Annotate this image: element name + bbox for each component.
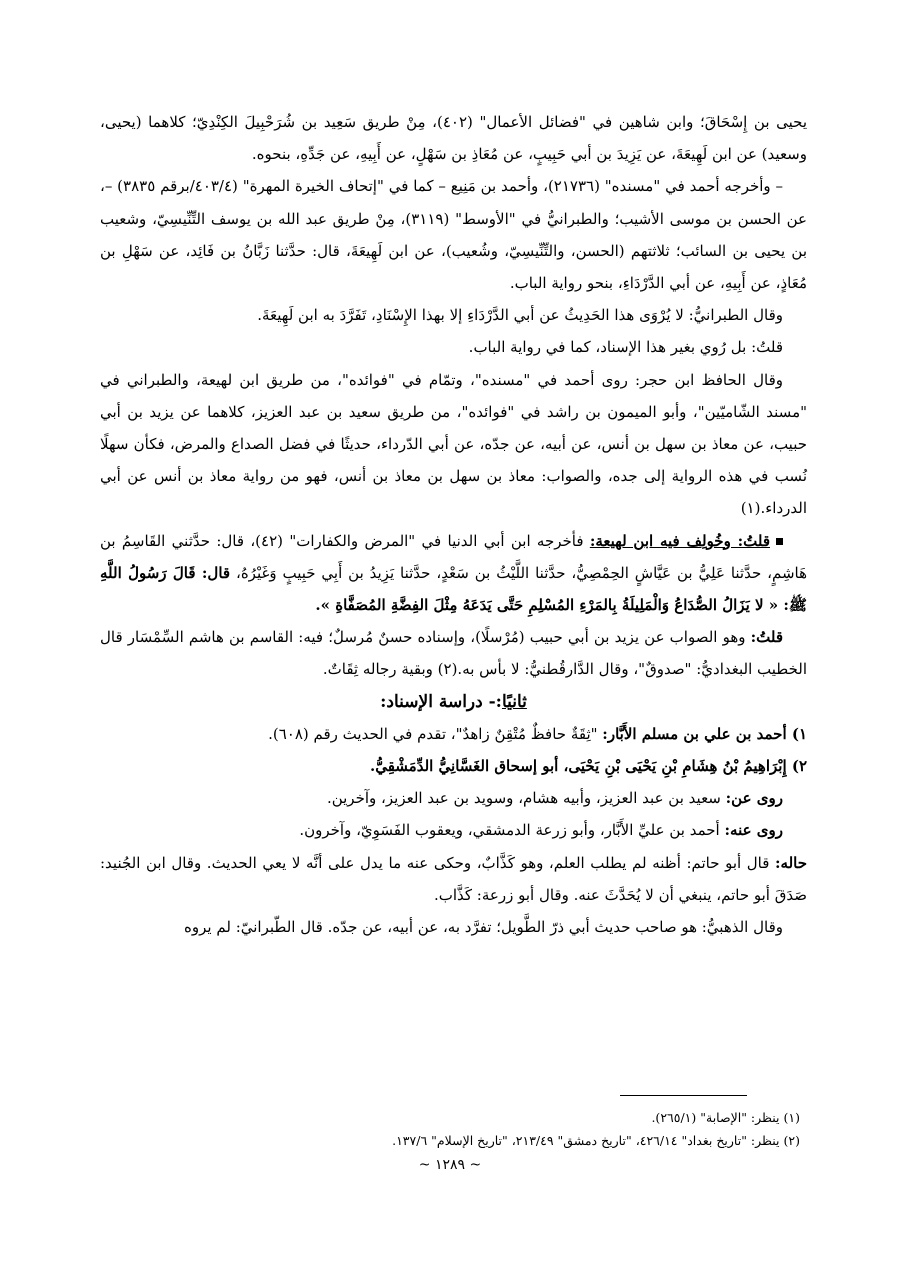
paragraph-tabarani: وقال الطبرانيُّ: لا يُرْوَى هذا الحَدِيثُ عن أبي الدَّرْدَاءِ إلا بهذا الإِسْنَادِ، تَفَرَّدَ به ابن لَهِيعَةَ.	[257, 306, 783, 325]
field-rawa-an-lead: روى عن:	[725, 789, 783, 808]
paragraph-ibn-hajar: وقال الحافظ ابن حجر: روى أحمد في "مسنده"، وتمّام في "فوائده"، من طريق ابن لهيعة، والطبراني في "مسند الشّاميّين"، وأبو الميمون بن راشد في "فوائده"، من طريق سعيد بن عبد العزيز، كلاهما عن يزيد بن أبي حبيب، عن معاذ بن سهل بن أنس، عن أبيه، عن جدّه، عن أبي الدّرداء، حديثًا في فضل الصداع والمرض، فكأن سهلًا نُسب في هذه الرواية إلى جده، والصواب: معاذ بن سهل بن معاذ بن أنس، فهو من رواية معاذ بن أنس عن أبي الدرداء.(١)	[100, 370, 807, 518]
paragraph-dhahabi: وقال الذهبيُّ: هو صاحب حديث أبي ذرّ الطَّويل؛ تفرَّد به، عن أبيه، عن جدّه. قال الطّبرانيّ: لم يروه	[184, 918, 783, 937]
field-rawa-anhu	[100, 814, 807, 846]
qult2-text: وهو الصواب عن يزيد بن أبي حبيب (مُرْسلًا)، وإسناده حسنٌ مُرسلٌ؛ فيه: القاسم بن هاشم السِّمْسَار قال الخطيب البغداديُّ: "صدوقٌ"، وقال الدَّارقُطنيُّ: لا بأس به.(٢) وبقية رجاله ثِقَاتٌ.	[100, 628, 807, 679]
paragraph-qult-2	[100, 621, 807, 685]
paragraph-khulif	[100, 525, 807, 622]
field-rawa-anhu-text: أحمد بن عليِّ الأَبَّار، وأبو زرعة الدمشقي، ويعقوب الفَسَوِيّ، وآخرون.	[299, 821, 725, 840]
narrator-1	[100, 718, 807, 750]
footnotes	[100, 1106, 800, 1152]
square-bullet-icon	[776, 538, 783, 545]
footnote-1: (١) ينظر: "الإصابة" (٢٦٥/١).	[651, 1110, 800, 1125]
hadith-text: قال: قَالَ رَسُولُ اللَّهِ ﷺ: « لا يَزَالُ الصُّدَاعُ وَالْمَلِيلَةُ بِالمَرْءِ المُسْلِمِ حَتَّى يَدَعَهُ مِثْلَ الفِضَّةِ المُصَفَّاةِ ».	[100, 563, 807, 615]
narrator-2-lead: ٢) إِبْرَاهِيمُ بْنُ هِشَامِ بْنِ يَحْيَى بْنِ يَحْيَى، أبو إسحاق الغَسَّانِيُّ الدِّمَشْقِيُّ.	[369, 757, 807, 776]
section-rest: :- دراسة الإسناد:	[380, 691, 502, 712]
khulif-lead: قلتُ: وخُولِف فيه ابن لهيعة:	[589, 531, 770, 550]
footnote-divider	[620, 1095, 747, 1096]
khulif-text: فأخرجه ابن أبي الدنيا في "المرض والكفارات" (٤٢)، قال: حدَّثني القَاسِمُ بن هَاشِمٍ، حدَّثنا عَلِيُّ بن عَيَّاشٍ الحِمْصِيُّ، حدَّثنا اللَّيْثُ بن سَعْدٍ، حدَّثنا يَزِيدُ بن أَبِي حَبِيبٍ وَغَيْرُهُ،	[100, 531, 807, 582]
narrator-1-lead: ١) أحمد بن علي بن مسلم الأَبَّار:	[602, 724, 807, 743]
field-rawa-an-text: سعيد بن عبد العزيز، وأبيه هشام، وسويد بن عبد العزيز، وآخرين.	[326, 789, 726, 808]
field-rawa-anhu-lead: روى عنه:	[724, 821, 783, 840]
field-rawa-an	[100, 782, 807, 814]
footnote-2: (٢) ينظر: "تاريخ بغداد" ٤٢٦/١٤، "تاريخ دمشق" ٢١٣/٤٩، "تاريخ الإسلام" ١٣٧/٦.	[392, 1133, 800, 1148]
paragraph-continuation: يحيى بن إِسْحَاقَ؛ وابن شاهين في "فضائل الأعمال" (٤٠٢)، مِنْ طريق سَعِيد بن شُرَحْبِيلَ الكِنْدِيّ؛ كلاهما (يحيى، وسعيد) عن ابن لَهِيعَةَ، عن يَزِيدَ بن أبي حَبِيبٍ، عن مُعَاذِ بن سَهْلٍ، عن أَبِيهِ، عن جَدِّهِ، بنحوه.	[100, 113, 807, 164]
page-body	[100, 106, 807, 943]
section-heading	[100, 686, 807, 718]
paragraph-qult-1: قلتُ: بل رُوي بغير هذا الإسناد، كما في رواية الباب.	[468, 338, 783, 357]
page-number: ~ ١٢٨٩ ~	[418, 1157, 482, 1173]
field-haluhu-lead: حاله:	[775, 853, 807, 872]
field-haluhu	[100, 847, 807, 911]
paragraph-takhrij: – وأخرجه أحمد في "مسنده" (٢١٧٣٦)، وأحمد بن مَنِيع – كما في "إتحاف الخيرة المهرة" (٤٠٣/٤/برقم ٣٨٣٥) –، عن الحسن بن موسى الأشيب؛ والطبرانيُّ في "الأوسط" (٣١١٩)، مِنْ طريق عبد الله بن يوسف التِّنِّيسِيّ، وشعيب بن يحيى بن السائب؛ ثلاثتهم (الحسن، والتِّنِّيسِيّ، وشُعيب)، عن ابن لَهِيعَةَ، قال: حدَّثنا زَبَّانُ بن فَائِد، عن سَهْلِ بن مُعَاذٍ، عن أَبِيهِ، عن أبي الدَّرْدَاءِ، بنحو رواية الباب.	[100, 177, 808, 293]
qult2-lead: قلتُ:	[750, 628, 783, 647]
field-haluhu-text: قال أبو حاتم: أظنه لم يطلب العلم، وهو كَذَّابٌ، وحكى عنه ما يدل على أنَّه لا يعي الحديث. وقال ابن الجُنيد: صَدَقَ أبو حاتم، ينبغي أن لا يُحَدَّثَ عنه. وقال أبو زرعة: كَذَّاب.	[100, 853, 807, 904]
narrator-2	[100, 750, 807, 782]
section-lead: ثانيًا	[501, 691, 527, 712]
narrator-1-text: "ثِقَةٌ حافظٌ مُتْقِنٌ زاهدٌ"، تقدم في الحديث رقم (٦٠٨).	[268, 724, 603, 743]
